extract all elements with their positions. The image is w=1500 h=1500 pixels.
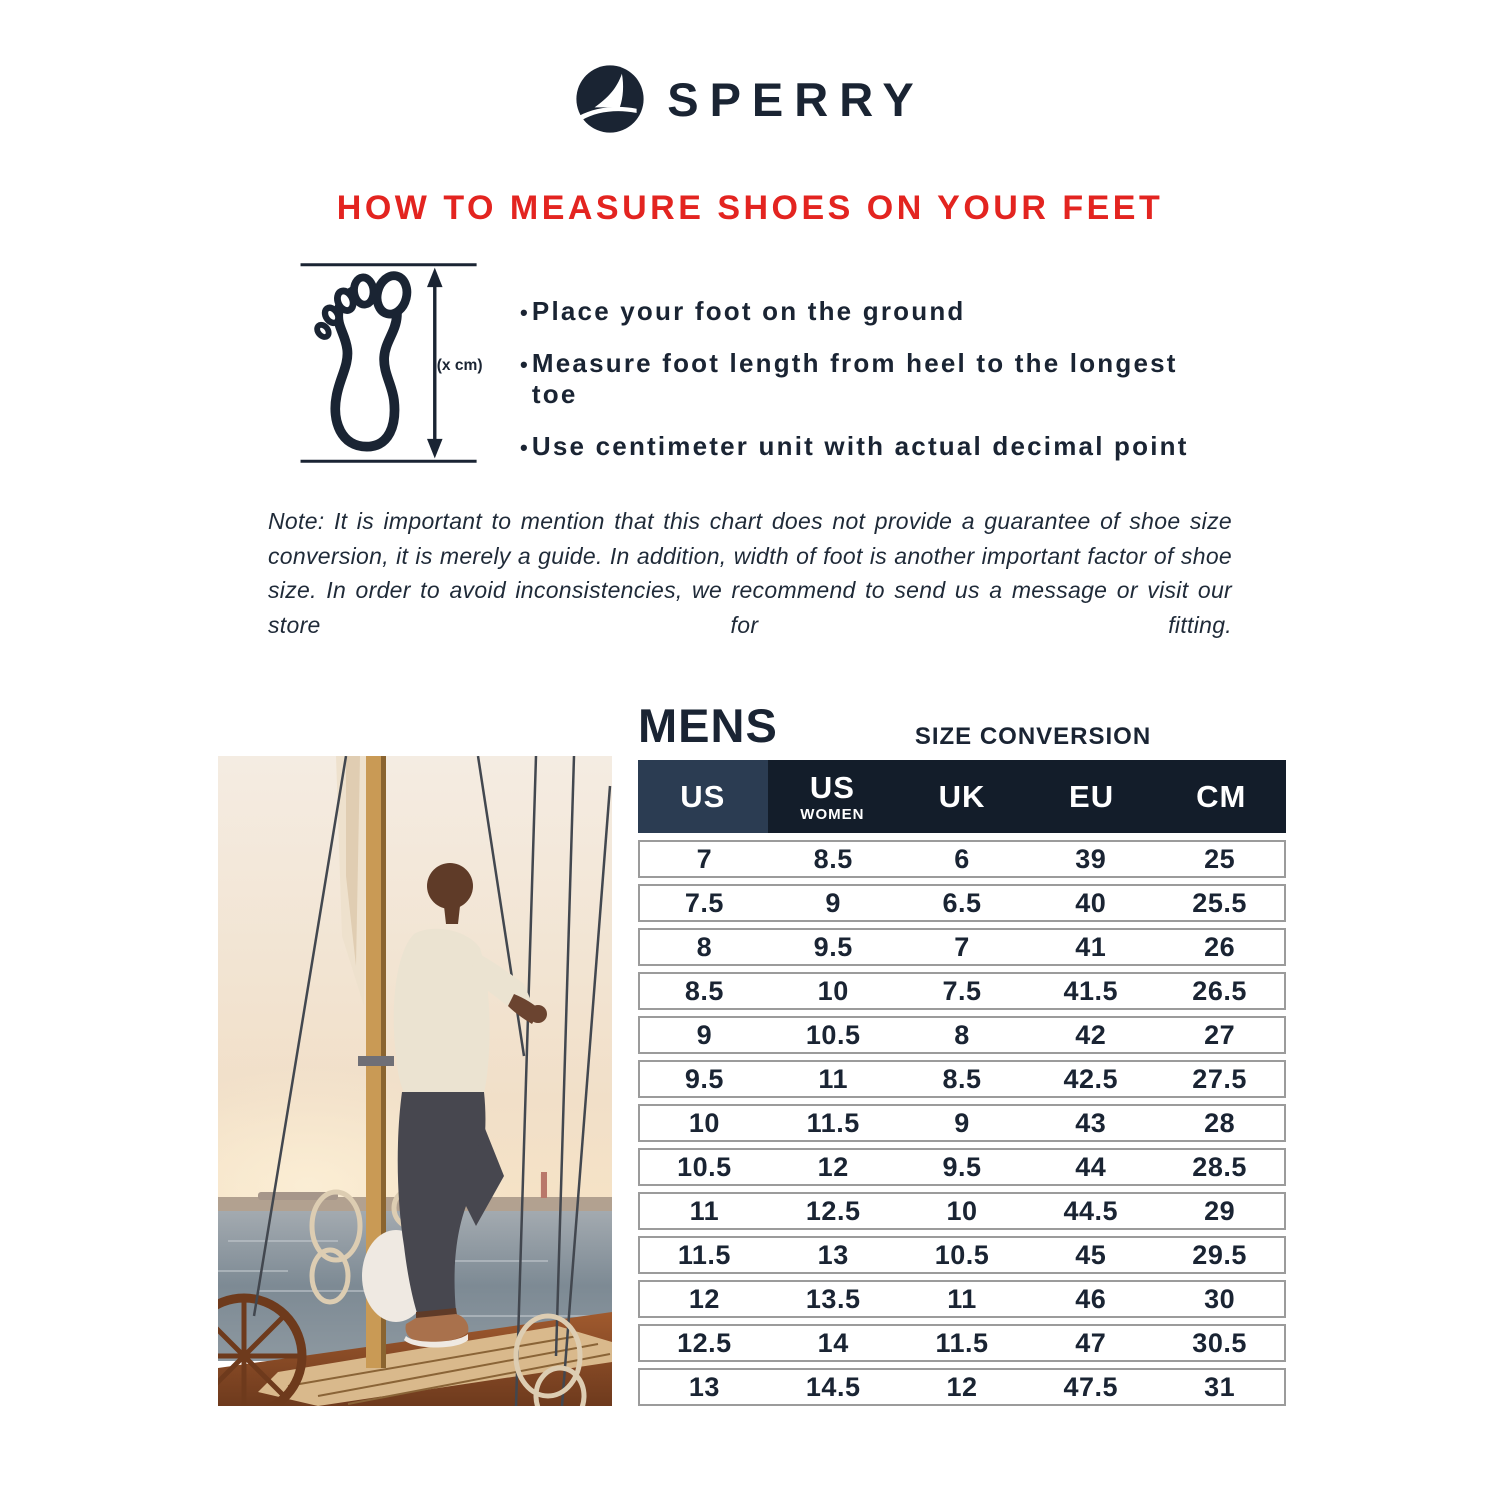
note-paragraph: Note: It is important to mention that this chart does not provide a guarantee of shoe size conversion, it is merely a guide. In addition, width of foot is another important factor of shoe size. In order to avoid inconsistencies, we recommend to send us a message or visit our store for fitting. <box>268 508 1232 638</box>
table-row <box>638 1324 1286 1362</box>
size-cell: 11.5 <box>935 1327 989 1358</box>
size-cell: 14.5 <box>805 1371 861 1402</box>
size-cell: 10 <box>817 975 849 1006</box>
size-cell: 8.5 <box>942 1063 982 1094</box>
size-cell: 10.5 <box>934 1239 990 1270</box>
size-cell: 8.5 <box>684 975 724 1006</box>
footprint-icon <box>315 273 411 447</box>
page-title: HOW TO MEASURE SHOES ON YOUR FEET <box>336 189 1164 227</box>
size-cell: 25 <box>1204 843 1236 874</box>
size-cell: 11.5 <box>806 1107 860 1138</box>
size-cell: 8.5 <box>813 843 853 874</box>
instruction-text: Place your foot on the ground <box>531 296 966 326</box>
brand-name: SPERRY <box>667 72 925 126</box>
table-header-row <box>638 760 1286 833</box>
table-row <box>638 972 1286 1010</box>
size-cell: 25.5 <box>1192 887 1247 918</box>
size-cell: 12.5 <box>677 1327 732 1358</box>
size-cell: 12 <box>688 1283 720 1314</box>
size-cell: 11 <box>947 1283 977 1314</box>
instruction-item <box>520 431 1220 462</box>
size-cell: 31 <box>1204 1371 1236 1402</box>
size-cell: 10 <box>688 1107 720 1138</box>
column-header <box>897 760 1027 833</box>
size-cell: 14 <box>817 1327 849 1358</box>
size-cell: 29.5 <box>1192 1239 1247 1270</box>
size-cell: 44 <box>1075 1151 1107 1182</box>
table-row <box>638 840 1286 878</box>
size-chart-header <box>638 698 1286 758</box>
column-header <box>638 760 768 833</box>
instructions-list <box>520 296 1220 483</box>
size-cell: 6 <box>954 843 970 874</box>
size-cell: 47 <box>1075 1327 1107 1358</box>
size-table-body <box>638 840 1286 1406</box>
foot-measurement-diagram <box>298 256 484 470</box>
table-row <box>638 1280 1286 1318</box>
size-cell: 41 <box>1075 931 1107 962</box>
column-label: US <box>809 769 855 805</box>
table-row <box>638 884 1286 922</box>
column-label: UK <box>938 779 986 814</box>
size-cell: 7 <box>954 931 970 962</box>
size-cell: 9 <box>696 1019 713 1050</box>
instruction-item <box>520 296 1220 327</box>
size-cell: 44.5 <box>1063 1195 1119 1226</box>
size-cell: 12.5 <box>805 1195 861 1226</box>
size-cell: 11 <box>689 1195 720 1226</box>
size-cell: 8 <box>696 931 713 962</box>
size-cell: 11 <box>818 1063 848 1094</box>
size-cell: 9.5 <box>942 1151 982 1182</box>
size-conversion-table <box>638 760 1286 1412</box>
table-row <box>638 1368 1286 1406</box>
sailboat-icon <box>575 64 645 134</box>
size-cell: 13 <box>817 1239 849 1270</box>
size-cell: 6.5 <box>942 887 982 918</box>
bullet-icon: • <box>520 300 530 325</box>
size-cell: 30 <box>1204 1283 1236 1314</box>
size-cell: 10.5 <box>677 1151 732 1182</box>
table-row <box>638 1104 1286 1142</box>
size-cell: 41.5 <box>1063 975 1119 1006</box>
table-row <box>638 1060 1286 1098</box>
size-cell: 27.5 <box>1192 1063 1247 1094</box>
size-cell: 12 <box>946 1371 978 1402</box>
size-cell: 7.5 <box>942 975 982 1006</box>
measurement-label: (x cm) <box>436 356 483 374</box>
table-row <box>638 1016 1286 1054</box>
table-row <box>638 1192 1286 1230</box>
size-cell: 28 <box>1204 1107 1236 1138</box>
size-cell: 26.5 <box>1192 975 1247 1006</box>
size-cell: 42.5 <box>1063 1063 1119 1094</box>
column-header <box>1156 760 1286 833</box>
table-row <box>638 928 1286 966</box>
table-row <box>638 1236 1286 1274</box>
column-label: CM <box>1196 779 1247 814</box>
section-subtitle: SIZE CONVERSION <box>914 723 1152 750</box>
size-cell: 40 <box>1075 887 1107 918</box>
size-cell: 26 <box>1204 931 1236 962</box>
size-cell: 28.5 <box>1192 1151 1247 1182</box>
size-cell: 10 <box>946 1195 978 1226</box>
size-cell: 11.5 <box>677 1239 731 1270</box>
size-cell: 12 <box>817 1151 849 1182</box>
size-cell: 29 <box>1204 1195 1236 1226</box>
column-label: EU <box>1069 779 1115 814</box>
size-cell: 9.5 <box>684 1063 724 1094</box>
instruction-text: Use centimeter unit with actual decimal point <box>531 431 1189 461</box>
size-cell: 43 <box>1075 1107 1107 1138</box>
size-cell: 27 <box>1204 1019 1236 1050</box>
size-cell: 7.5 <box>684 887 724 918</box>
column-header <box>768 760 898 833</box>
column-header <box>1027 760 1157 833</box>
size-cell: 42 <box>1075 1019 1107 1050</box>
instruction-text: Measure foot length from heel to the longest toe <box>531 348 1178 409</box>
size-cell: 9 <box>825 887 841 918</box>
size-cell: 9.5 <box>813 931 853 962</box>
size-cell: 9 <box>954 1107 970 1138</box>
size-cell: 8 <box>954 1019 970 1050</box>
bullet-icon: • <box>520 352 530 377</box>
column-sublabel: WOMEN <box>800 805 865 823</box>
size-cell: 10.5 <box>805 1019 861 1050</box>
bullet-icon: • <box>520 435 530 460</box>
size-cell: 45 <box>1075 1239 1107 1270</box>
size-cell: 7 <box>696 843 713 874</box>
column-label: US <box>680 779 726 814</box>
size-cell: 30.5 <box>1192 1327 1247 1358</box>
size-cell: 39 <box>1075 843 1107 874</box>
size-cell: 13 <box>688 1371 720 1402</box>
size-cell: 47.5 <box>1063 1371 1119 1402</box>
table-row <box>638 1148 1286 1186</box>
instruction-item <box>520 348 1220 410</box>
size-cell: 13.5 <box>805 1283 861 1314</box>
lifestyle-photo <box>218 756 612 1406</box>
section-title: MENS <box>638 699 778 752</box>
brand-header <box>0 64 1500 134</box>
size-cell: 46 <box>1075 1283 1107 1314</box>
